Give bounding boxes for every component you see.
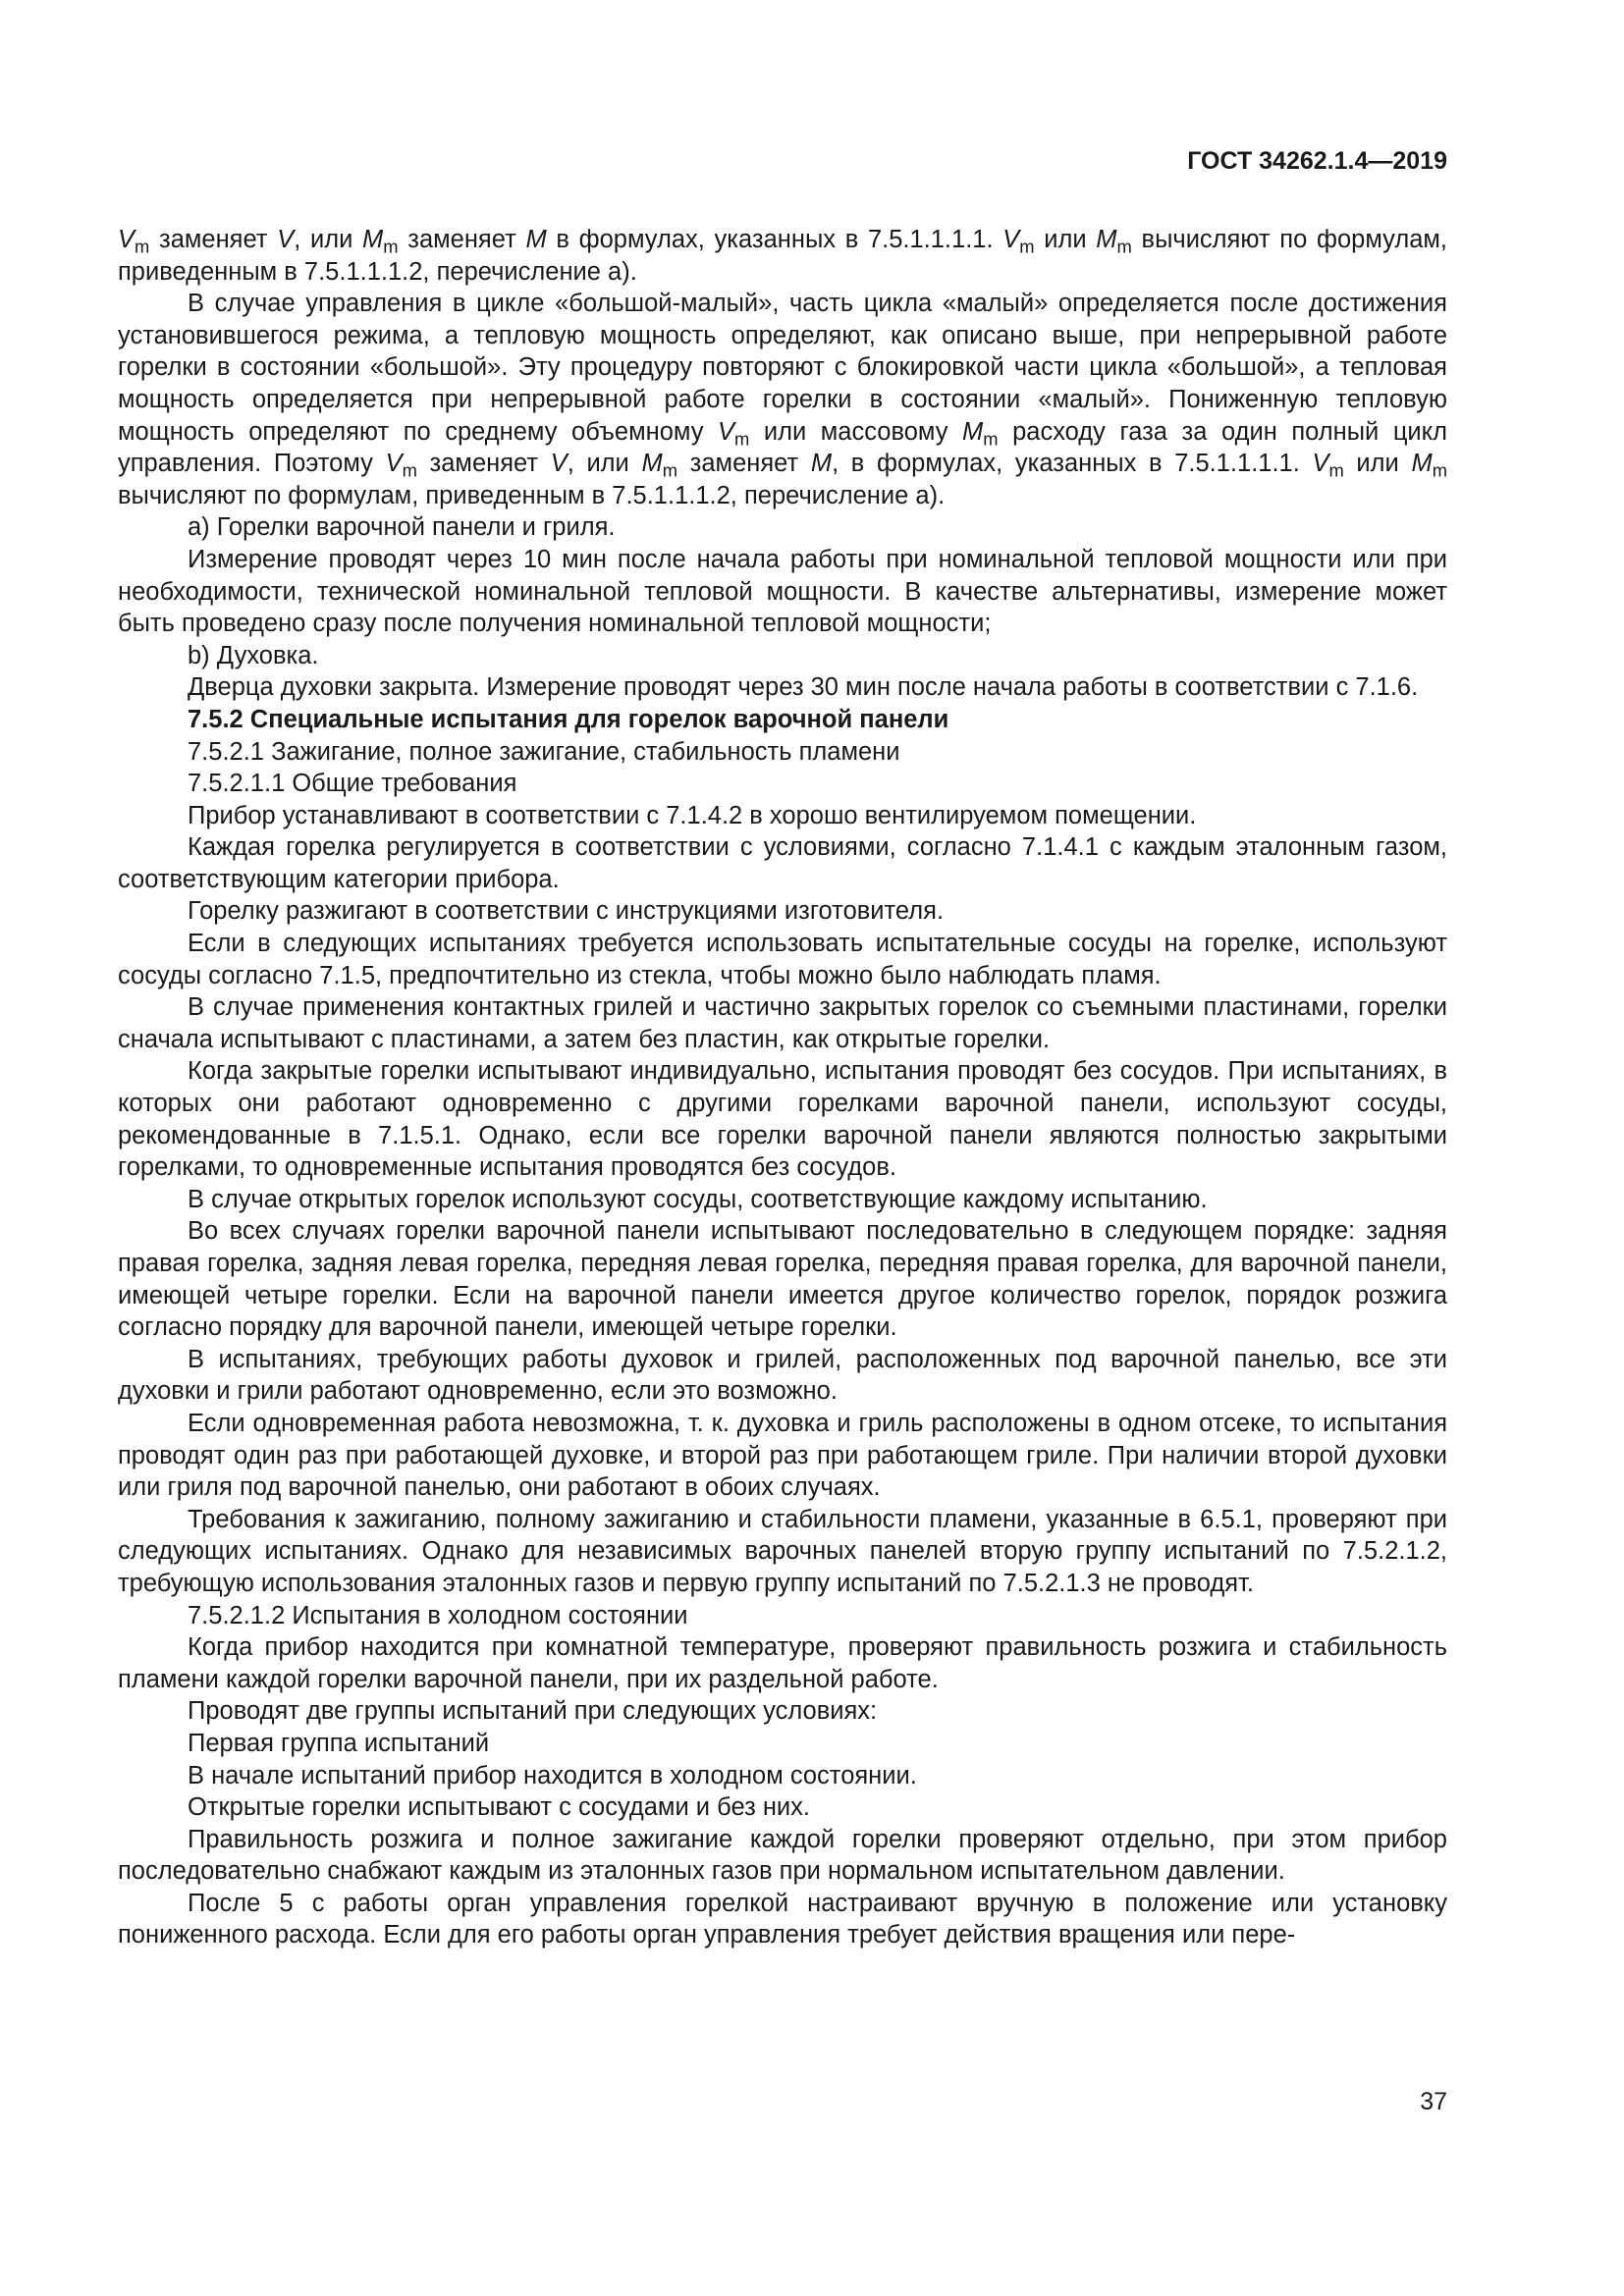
variable-symbol: M [525,226,547,253]
paragraph [118,1344,1447,1408]
subscript: m [1328,459,1344,481]
text-run: заменяет [398,226,526,253]
variable-symbol: V [718,417,735,446]
paragraph [118,831,1447,895]
variable-symbol: V [277,226,295,253]
paragraph [118,1760,1447,1792]
paragraph [118,1215,1447,1343]
text-run: или массовому [749,417,963,446]
document-body [118,224,1447,1951]
text-run: 7.5.2.1.2 Испытания в холодном состоянии [188,1601,688,1629]
subscript: m [1019,236,1035,257]
text-run: В испытаниях, требующих работы духовок и грилей, расположенных под варочной панелью, все эти духовки и грили работают одновременно, если это возможно. [118,1345,1447,1406]
text-run: Если одновременная работа невозможна, т. к. духовка и гриль расположены в одном отсеке, то испытания проводят один раз при работающей духовке, и второй раз при работающем гриле. При наличии второй духовки или гриля под варочной панелью, они работают в обоих случаях. [118,1409,1447,1502]
text-run: Проводят две группы испытаний при следующих условиях: [188,1697,878,1726]
paragraph [118,511,1447,544]
text-run: Если в следующих испытаниях требуется использовать испытательные сосуды на горелке, используют сосуды согласно 7.1.5, предпочтительно из стекла, чтобы можно было наблюдать пламя. [118,930,1447,989]
paragraph [118,1184,1447,1216]
paragraph [118,544,1447,640]
subscript: m [983,428,999,450]
text-run: Когда прибор находится при комнатной температуре, проверяют правильность розжига и стабильность пламени каждой горелки варочной панели, при их раздельной работе. [118,1633,1447,1693]
text-run: Дверца духовки закрыта. Измерение проводят через 30 мин после начала работы в соответствии с 7.1.6. [188,673,1419,702]
subscript: m [662,459,678,481]
variable-symbol: V [1002,226,1020,253]
paragraph [118,640,1447,672]
text-run: В случае открытых горелок используют сосуды, соответствующие каждому испытанию. [188,1185,1208,1213]
paragraph [118,224,1447,288]
paragraph [118,1791,1447,1824]
paragraph [118,1055,1447,1183]
subscript: m [1116,236,1132,257]
text-run: Прибор устанавливают в соответствии с 7.1.4.2 в хорошо вентилируемом помещении. [188,801,1197,829]
text-run: , в формулах, указанных в 7.5.1.1.1.1. [832,450,1313,478]
text-run: заменяет [416,450,551,478]
text-run: расходу газа за один полный цикл управления. Поэтому [118,417,1447,478]
subscript: m [402,459,417,481]
paragraph [118,1888,1447,1951]
paragraph [118,895,1447,928]
subscript: m [383,236,399,257]
text-run: В случае управления в цикле «большой-малый», часть цикла «малый» определяется после достижения установившегося режима, а тепловую мощность определяют, как описано выше, при непрерывной работе горелки в состоянии «большой». Эту процедуру повторяют с блокировкой части цикла «большой», а тепловая мощность определяется при непрерывной работе горелки в состоянии «малый». Пониженную тепловую мощность определяют по среднему объемному [118,290,1447,446]
paragraph [118,1728,1447,1760]
text-run: После 5 с работы орган управления горелкой настраивают вручную в положение или установку пониженного расхода. Если для его работы орган управления требует действия вращения или пере- [118,1889,1447,1949]
variable-symbol: M [962,417,984,446]
variable-symbol: M [641,450,663,478]
text-run: , или [567,450,642,478]
section-heading [118,704,1447,736]
paragraph [118,1631,1447,1695]
subscript: m [135,236,150,257]
text-run: Правильность розжига и полное зажигание каждой горелки проверяют отдельно, при этом прибор последовательно снабжают каждым из эталонных газов при нормальном испытательном давлении. [118,1825,1447,1886]
text-run: , или [294,226,363,253]
paragraph [118,736,1447,769]
variable-symbol: M [362,226,384,253]
variable-symbol: M [1096,226,1117,253]
paragraph [118,1504,1447,1600]
text-run: Когда закрытые горелки испытывают индивидуально, испытания проводят без сосудов. При испытаниях, в которых они работают одновременно с другими горелками варочной панели, используют сосуды, рекомендованные в 7.1.5.1. Однако, если все горелки варочной панели являются полностью закрытыми горелками, то одновременные испытания проводятся без сосудов. [118,1057,1447,1182]
text-run: Первая группа испытаний [188,1729,490,1757]
text-run: вычисляют по формулам, приведенным в 7.5.1.1.1.2, перечисление а). [118,226,1448,286]
paragraph [118,288,1447,511]
document-number-header: ГОСТ 34262.1.4—2019 [1187,147,1447,175]
text-run: заменяет [677,450,811,478]
variable-symbol: V [118,226,135,253]
subscript: m [734,428,750,450]
paragraph [118,928,1447,991]
variable-symbol: M [1411,450,1433,478]
text-run: Каждая горелка регулируется в соответствии с условиями, согласно 7.1.4.1 с каждым эталонным газом, соответствующим категории прибора. [118,833,1447,893]
paragraph [118,800,1447,832]
text-run: в формулах, указанных в 7.5.1.1.1.1. [546,226,1003,253]
text-run: 7.5.2.1 Зажигание, полное зажигание, стабильность пламени [188,737,900,766]
text-run: В начале испытаний прибор находится в холодном состоянии. [188,1761,917,1789]
variable-symbol: V [1312,450,1329,478]
variable-symbol: V [550,450,568,478]
text-run: Измерение проводят через 10 мин после начала работы при номинальной тепловой мощности или при необходимости, технической номинальной тепловой мощности. В качестве альтернативы, измерение может быть проведено сразу после получения номинальной тепловой мощности; [118,545,1447,638]
text-run: Во всех случаях горелки варочной панели испытывают последовательно в следующем порядке: задняя правая горелка, задняя левая горелка, передняя левая горелка, передняя правая горелка, для варочной панели, имеющей четыре горелки. Если на варочной панели имеется другое количество горелок, порядок розжига согласно порядку для варочной панели, имеющей четыре горелки. [118,1217,1447,1342]
text-run: или [1034,226,1097,253]
paragraph [118,1600,1447,1632]
text-run: 7.5.2 Специальные испытания для горелок варочной панели [188,705,949,733]
page-number: 37 [1420,2088,1447,2115]
variable-symbol: V [385,450,403,478]
text-run: В случае применения контактных грилей и частично закрытых горелок со съемными пластинами, горелки сначала испытывают с пластинами, а затем без пластин, как открытые горелки. [118,993,1447,1053]
paragraph [118,991,1447,1055]
paragraph [118,1408,1447,1504]
paragraph [118,768,1447,800]
text-run: b) Духовка. [188,641,319,669]
text-run: или [1343,450,1412,478]
text-run: Открытые горелки испытывают с сосудами и без них. [188,1793,811,1822]
text-run: заменяет [149,226,278,253]
text-run: Горелку разжигают в соответствии с инструкциями изготовителя. [188,897,945,926]
paragraph [118,1824,1447,1888]
text-run: Требования к зажиганию, полному зажиганию и стабильности пламени, указанные в 6.5.1, проверяют при следующих испытаниях. Однако для независимых варочных панелей вторую группу испытаний по 7.5.2.1.2, требующую использования эталонных газов и первую группу испытаний по 7.5.2.1.3 не проводят. [118,1505,1447,1597]
text-run: вычисляют по формулам, приведенным в 7.5.1.1.1.2, перечисление а). [118,481,946,509]
subscript: m [1432,459,1447,481]
text-run: а) Горелки варочной панели и гриля. [188,513,616,542]
paragraph [118,671,1447,704]
text-run: 7.5.2.1.1 Общие требования [188,770,517,798]
paragraph [118,1695,1447,1728]
variable-symbol: M [810,450,833,478]
